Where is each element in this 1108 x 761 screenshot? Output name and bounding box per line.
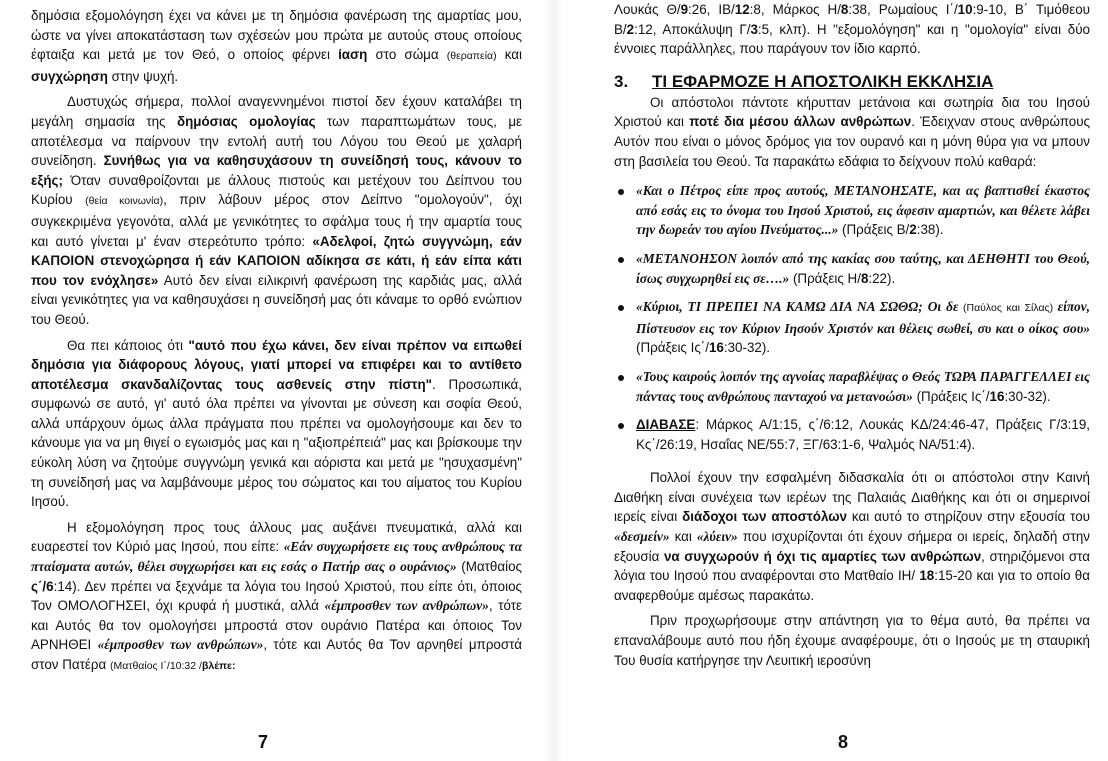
bold-text: 16 [989,388,1005,404]
text: :38, Ρωμαίους Ι΄/ [848,2,958,17]
bold-text: 8 [840,2,849,17]
text: Όταν συναθροίζονται με άλλους πιστούς και μετέχουν του Δείπνου του Κυρίου [31,172,522,208]
left-page [0,0,538,761]
section-heading [614,71,1090,93]
bold-text: 2 [909,222,917,238]
text: :14). Δεν πρέπει να ξεχνάμε τα λόγια του Ιησού Χριστού, που είπε ότι, όποιος Τον ΟΜΟΛΟΓΗΣΕΙ, όχι κρυφά ή μυστικά, αλλά [31,578,522,614]
bullet-icon [618,257,624,263]
text: (Πράξεις Β/ [838,222,910,238]
small-text: (Ματθαίος Ι΄/10:32 / [109,660,202,672]
text: :26, ΙΒ/ [688,2,735,17]
right-page [570,0,1108,761]
bullet-icon [618,305,624,311]
text: Λουκάς Θ/ [614,2,681,17]
text: :15-20 και για το οποίο θα αναφερθούμε αμέσως παρακάτω. [614,568,1090,603]
text: και [496,47,523,63]
bold-text: 10 [957,2,973,17]
text: : Μάρκος Α/1:15, ς΄/6:12, Λουκάς ΚΔ/24:46-47, Πράξεις Γ/3:19, Κς΄/26:19, Ησαΐας ΝΕ/55:7, ΞΓ/63:1-6, Ψαλμός ΝΑ/51:4). [636,417,1090,452]
text: (Ματθαίος [456,559,522,575]
bold-text: 12 [734,2,750,17]
small-text: (θεία κοινωνία) [85,195,164,208]
bullet-icon [618,189,624,195]
paragraph [31,92,522,329]
quote-text: «Και ο Πέτρος είπε προς αυτούς, ΜΕΤΑΝΟΗΣΑΤΕ, και ας βαπτισθεί έκαστος από εσάς εις το όνομα του Ιησού Χριστού, εις άφεσιν αμαρτιών, και θέλετε λάβει την δωρεάν του αγίου Πνεύματος...» [636,183,1090,238]
list-item [614,181,1090,240]
text: Η εξομολόγηση προς τους άλλους μας αυξάνει πνευματικά, αλλά και ευαρεστεί τον Κύριό μας Ιησού, που είπε: [31,519,522,555]
quote-text: «δεσμείν» [614,529,670,545]
bold-text: 9 [680,2,689,17]
bold-text: βλέπε: [201,660,236,672]
paragraph [31,6,522,86]
quote-text: «έμπροσθεν των ανθρώπων» [97,637,264,653]
text: (Πράξεις Ις΄/ [636,340,709,356]
bold-text: να συγχωρούν ή όχι τις αμαρτίες των ανθρώπων [663,548,982,564]
quote-text: «Κύριοι, ΤΙ ΠΡΕΠΕΙ ΝΑ ΚΑΜΩ ΔΙΑ ΝΑ ΣΩΘΩ; Οι δε [636,299,959,315]
text: (Πράξεις Ις΄/ [912,388,990,404]
quote-text: είπον, Πίστευσον εις τον Κύριον Ιησούν Χριστόν και θέλεις σωθεί, συ και ο οίκος σου» [636,299,1090,336]
section-number: 3. [614,71,629,91]
quote-text: «Εάν συγχωρήσετε εις τους ανθρώπους τα πταίσματα αυτών, θέλει συγχωρήσει και εις εσάς ο Πατήρ σας ο ουράνιος» [31,539,522,575]
text: των παραπτωμάτων τους, με αποτέλεσμα να παίρνουν την εντολή αυτή του Λόγου του Θεού με χαλαρή συνείδηση. [31,113,523,169]
list-item [614,415,1090,454]
bold-text: 2 [626,21,635,37]
bold-text: διάδοχοι των αποστόλων [682,509,848,525]
text: που ισχυρίζονται ότι έχουν σήμερα οι ιερείς, δηλαδή στην εξουσία [614,529,1090,564]
page-number: 8 [838,732,849,752]
text: :22). [868,270,896,286]
quote-text: «έμπροσθεν των ανθρώπων» [324,598,489,614]
text: :38). [916,222,944,238]
bold-text: ίαση [338,47,368,63]
paragraph [31,518,522,677]
book-gutter [545,0,563,761]
text: :9-10, Β΄ Τιμόθεου Β/ [614,2,1090,37]
bullet-icon [618,375,624,381]
list-item [614,249,1090,288]
text: στο σώμα [367,47,447,63]
quote-text: «ΜΕΤΑΝΟΗΣΟΝ λοιπόν από της κακίας σου ταύτης, και ΔΕΗΘΗΤΙ του Θεού, ίσως συγχωρηθεί εις σε….» [636,250,1090,286]
bold-text: 18 [919,568,935,584]
text: και αυτό το στηρίζουν στην εξουσία του [847,509,1090,525]
bold-text: 16 [708,340,724,356]
text: :5, κλπ). Η "εξομολόγηση" και η "ομολογία" είναι δύο έννοιες παράλληλες, που παράγουν τον ίδιο καρπό. [614,21,1090,57]
bold-text: 3 [750,21,758,37]
text: και [669,529,697,545]
text: (Πράξεις Η/ [789,270,861,286]
text: :12, Αποκάλυψη Γ/ [634,21,751,37]
bold-text: 8 [860,270,869,286]
text: , τότε και Αυτός θα Τον αρνηθεί μπροστά στον Πατέρα [31,637,522,672]
list-item [614,297,1090,358]
text: Αυτό δεν είναι ειλικρινή φανέρωση της καρδιάς μας, αλλά είναι γενικότητες για να καθησυχάσει η συνείδησή μας ότι κάναμε το ορθό ενώπιον του Θεού. [31,272,522,327]
paragraph [614,0,1090,59]
paragraph [31,336,522,512]
paragraph: Πριν προχωρήσουμε στην απάντηση για το θέμα αυτό, θα πρέπει να επαναλάβουμε αυτό που ήδη έχουμε αναφέρουμε, ότι ο Ιησούς με τη σταυρική Του θυσία κατήργησε την Λευιτική ιεροσύνη [614,613,1090,668]
text: :30-32). [723,340,771,356]
section-title: ΤΙ ΕΦΑΡΜΟΖΕ Η ΑΠΟΣΤΟΛΙΚΗ ΕΚΚΛΗΣΙΑ [652,71,994,91]
text: Θα πει κάποιος ότι [67,337,189,353]
small-text: (Παύλος και Σίλας) [958,302,1058,315]
bold-text: ς΄/6 [31,578,54,594]
small-text: (θεραπεία) [446,50,497,63]
text: Οι απόστολοι πάντοτε κήρυτταν μετάνοια και σωτηρία δια του Ιησού Χριστού και [614,94,1090,130]
bold-text: Συνήθως για να καθησυχάσουν τη συνείδησή τους, κάνουν το εξής; [31,153,522,188]
paragraph [614,93,1090,171]
page-number: 7 [258,732,269,752]
bold-text: «Αδελφοί, ζητώ συγγνώμη, εάν ΚΑΠΟΙΟΝ στενοχώρησα ή εάν ΚΑΠΟΙΟΝ αδίκησα σε κάτι, ή εάν είπα κάτι που τον ενόχλησε» [31,233,522,288]
text: δημόσια εξομολόγηση έχει να κάνει με τη δημόσια φανέρωση της αμαρτίας μου, ώστε να γίνει αποκατάσταση των σχέσεών μου πρώτα με αυτούς στους οποίους έφταιξα και μετά με τον Θεό, ο οποίος φέρνει [31,8,522,63]
quote-text: «Τους καιρούς λοιπόν της αγνοίας παραβλέψας ο Θεός ΤΩΡΑ ΠΑΡΑΓΓΕΛΛΕΙ εις πάντας τους ανθρώπους πανταχού να μετανοώσι» [636,368,1090,404]
text: , στηριζόμενοι στα λόγια του Ιησού που αναφέρονται στο Ματθαίο ΙΗ/ [614,548,1090,584]
read-label: ΔΙΑΒΑΣΕ [636,417,696,433]
text: :8, Μάρκος Η/ [749,2,841,17]
text: στην ψυχή. [107,68,179,84]
bold-text: "αυτό που έχω κάνει, δεν είναι πρέπον να ειπωθεί δημόσια για διάφορους λόγους, γιατί μπορεί να επιφέρει και το αντίθετο αποτέλεσμα σκανδαλίζοντας τους ασθενείς στην πίστη" [31,337,523,392]
text: Πολλοί έχουν την εσφαλμένη διδασκαλία ότι οι απόστολοι στην Καινή Διαθήκη είναι συνέχεια των ιερέων της Παλαιάς Διαθήκης και ότι οι σημερινοί ιερείς είναι [614,470,1090,525]
text: . Έδειχναν στους ανθρώπους Αυτόν που είναι ο μόνος δρόμος για τον ουρανό και η μόνη θύρα για να μπουν στη βασιλεία του Θεού. Τα παρακάτω εδάφια το δείχνουν πολύ καθαρά: [614,114,1090,169]
quote-text: «λύειν» [696,529,738,545]
bold-text: ποτέ δια μέσου άλλων ανθρώπων [689,114,912,130]
paragraph [614,468,1090,605]
text: , πριν λάβουν μέρος στον Δείπνο "ομολογούν", όχι συγκεκριμένα γεγονότα, αλλά με γενικότητες το σφάλμα τους ή την αμαρτία τους και αυτό γίνεται μ' έναν στερεότυπο τρόπο: [31,192,522,249]
bullet-icon [618,423,624,429]
text: Δυστυχώς σήμερα, πολλοί αναγεννημένοι πιστοί δεν έχουν καταλάβει τη μεγάλη σημασία της [31,94,522,129]
text: . Προσωπικά, συμφωνώ σε αυτό, γι' αυτό όλα πρέπει να γίνονται με σύνεση και σοφία Θεού, αλλά υπάρχουν όμως άλλα πράγματα που πρέπει να ομολογήσουμε και δεν το κάνουμε για να μη θιγεί ο εγωισμός μας και η "αξιοπρέπειά" μας και βρίσκουμε την εύκολη λύση να ζητούμε συγγνώμη γενικά και αόριστα και μετά με "ησυχασμένη" τη συνείδησή μας να λαμβάνουμε μέρος του σώματος και του αίματος του Κυρίου Ιησού. [31,376,522,510]
bold-text: δημόσιας ομολογίας [176,113,316,129]
bold-text: συγχώρηση [31,68,108,84]
scripture-list [614,181,1090,454]
list-item [614,367,1090,406]
text: , τότε και Αυτός θα τον ομολογήσει μπροστά στον ουράνιο Πατέρα και όποιος Τον ΑΡΝΗΘΕΙ [31,598,523,653]
text: :30-32). [1004,388,1051,404]
